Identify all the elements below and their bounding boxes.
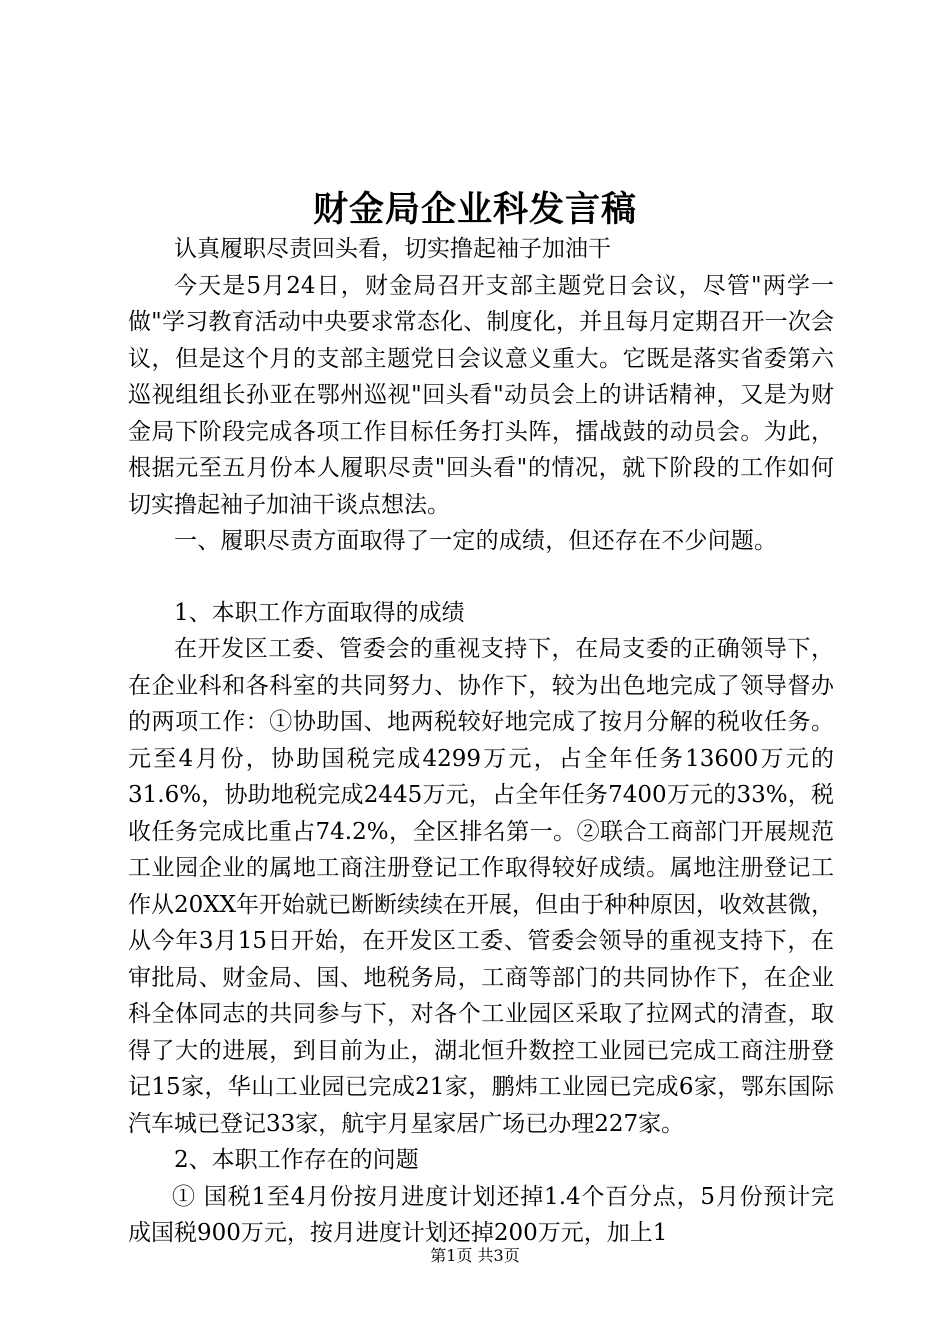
problems-paragraph: ① 国税1至4月份按月进度计划还掉1.4个百分点，5月份预计完成国税900万元，按月进度计划还掉200万元，加上1 [128,1183,834,1246]
achievements-paragraph: 在开发区工委、管委会的重视支持下，在局支委的正确领导下，在企业科和各科室的共同努力、协作下，较为出色地完成了领导督办的两项工作：①协助国、地两税较好地完成了按月分解的税收任务。元至4月份，协助国税完成4299万元，占全年任务13600万元的31.6%，协助地税完成2445万元，占全年任务7400万元的33%，税收任务完成比重占74.2%，全区排名第一。②联合工商部门开展规范工业园企业的属地工商注册登记工作取得较好成绩。属地注册登记工作从20XX年开始就已断断续续在开展，但由于种种原因，收效甚微，从今年3月15日开始，在开发区工委、管委会领导的重视支持下，在审批局、财金局、国、地税务局，工商等部门的共同协作下，在企业科全体同志的共同参与下，对各个工业园区采取了拉网式的清查，取得了大的进展，到目前为止，湖北恒升数控工业园已完成工商注册登记15家，华山工业园已完成21家，鹏炜工业园已完成6家，鄂东国际汽车城已登记33家，航宇月星家居广场已办理227家。 [128,636,835,1137]
subsection-heading-achievements: 1、本职工作方面取得的成绩 [174,599,465,626]
intro-paragraph: 今天是5月24日，财金局召开支部主题党日会议，尽管"两学一做"学习教育活动中央要求常态化、制度化，并且每月定期召开一次会议，但是这个月的支部主题党日会议意义重大。它既是落实省委第六巡视组组长孙亚在鄂州巡视"回头看"动员会上的讲话精神，又是为财金局下阶段完成各项工作目标任务打头阵，擂战鼓的动员会。为此，根据元至五月份本人履职尽责"回头看"的情况，就下阶段的工作如何切实撸起袖子加油干谈点想法。 [128,272,834,518]
document-subtitle: 认真履职尽责回头看，切实撸起袖子加油干 [174,236,611,262]
section-spacer [128,560,834,595]
section-heading-1: 一、履职尽责方面取得了一定的成绩，但还存在不少问题。 [174,528,778,554]
document-body [128,231,834,1252]
subsection-heading-problems: 2、本职工作存在的问题 [174,1147,419,1173]
document-title: 财金局企业科发言稿 [312,189,637,230]
page-footer: 第1页 共3页 [430,1246,520,1265]
